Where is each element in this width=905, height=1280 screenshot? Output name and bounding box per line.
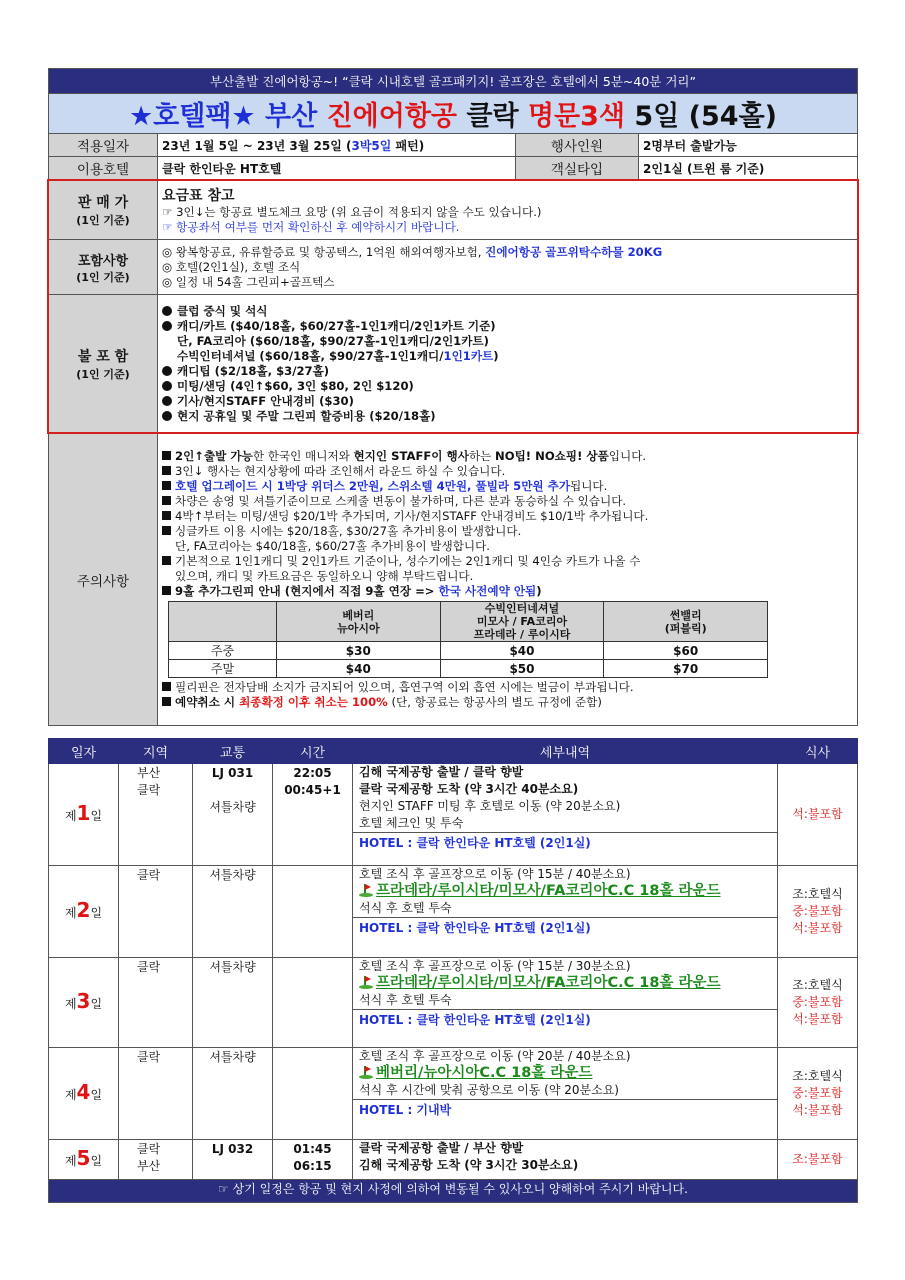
time-cell: 22:05 00:45+1: [273, 764, 353, 866]
detail-cell: [353, 764, 778, 866]
detail-line: 현지인 STAFF 미팅 후 호텔로 이동 (약 20분소요): [359, 799, 621, 813]
golf-flag-icon: [359, 883, 373, 897]
period-value: 23년 1월 5일 ~ 23년 3월 25일 (3박5일 패턴): [158, 134, 516, 157]
detail-line: 호텔 조식 후 골프장으로 이동 (약 20분 / 40분소요): [359, 1049, 631, 1063]
schedule-footer: ☞ 상기 일정은 항공 및 현지 사정에 의하여 변동될 수 있사오니 양해하여 주시기 바랍니다.: [49, 1180, 858, 1203]
region-cell: 클락: [119, 958, 193, 1048]
day-label: 제2일: [49, 866, 119, 958]
detail-line: 석식 후 호텔 투숙: [359, 901, 452, 915]
ninehole-col-head: 썬밸리 (퍼블릭): [604, 602, 768, 642]
package-title: [49, 94, 858, 134]
transport-cell: 셔틀차량: [193, 958, 273, 1048]
detail-line: 김해 국제공항 도착 (약 3시간 30분소요): [359, 1158, 579, 1172]
title-highlight: 명문3색: [527, 101, 626, 132]
detail-cell: [353, 1140, 778, 1180]
day-row: [49, 1048, 858, 1140]
region-cell: 부산 클락: [119, 764, 193, 866]
ninehole-row: 주말 $40 $50 $70: [169, 660, 768, 678]
title-airline: 진에어항공: [326, 101, 457, 132]
notes-section: [48, 433, 858, 726]
time-cell: 01:45 06:15: [273, 1140, 353, 1180]
price-note: ☞ 항공좌석 여부를 먼저 확인하신 후 예약하시기 바랍니다.: [162, 220, 460, 234]
people-label: 행사인원: [516, 134, 639, 157]
price-note: ☞ 3인↓는 항공료 별도체크 요망 (위 요금이 적용되지 않을 수도 있습니다.): [162, 205, 542, 219]
subtitle-text: 부산출발 진에어항공~! “클락 시내호텔 골프패키지! 골프장은 호텔에서 5분~40분 거리”: [210, 74, 696, 89]
room-label: 객실타입: [516, 157, 639, 180]
excluded-content: 클럽 중식 및 석식 캐디/카트 ($40/18홀, $60/27홀-1인1캐디/2인1카트 기준) 단, FA코리아 ($60/18홀, $90/27홀-1인1캐디/2인1카트) 수빅인터네셔널 ($60/18홀, $90/27홀-1인1캐디/1인1카트) 캐디팁 ($2/18홀, $3/27홀) 미팅/샌딩 (4인↑$60, 3인 $80, 2인 $120) 기사/현지STAFF 안내경비 ($30) 현지 공휴일 및 주말 그린피 할증비용 ($20/18홀): [158, 295, 858, 433]
title-part: 클락: [457, 101, 528, 132]
meal-cell: 조:호텔식 중:불포함 석:불포함: [778, 1048, 858, 1140]
detail-cell: [353, 958, 778, 1048]
col-header: 일자: [49, 739, 119, 764]
subtitle-banner: [49, 69, 858, 94]
notes-label: 주의사항: [49, 434, 158, 726]
transport-cell: 셔틀차량: [193, 866, 273, 958]
hotel-label: 이용호텔: [49, 157, 158, 180]
detail-line: 호텔 조식 후 골프장으로 이동 (약 15분 / 40분소요): [359, 867, 631, 881]
room-value: 2인1실 (트윈 룸 기준): [639, 157, 858, 180]
day-row: [49, 958, 858, 1048]
transport-cell: LJ 031 셔틀차량: [193, 764, 273, 866]
ninehole-col-head: 베버리 뉴아시아: [277, 602, 441, 642]
detail-cell: [353, 866, 778, 958]
detail-line: 석식 후 시간에 맞춰 공항으로 이동 (약 20분소요): [359, 1083, 619, 1097]
detail-line: 클락 국제공항 출발 / 부산 향발: [359, 1141, 524, 1155]
region-cell: 클락 부산: [119, 1140, 193, 1180]
schedule-table: [48, 738, 858, 1203]
ninehole-col-head: 수빅인터네셔널 미모사 / FA코리아 프라데라 / 루이시타: [440, 602, 604, 642]
time-cell: [273, 866, 353, 958]
hotel-line: HOTEL : 클락 한인타운 HT호텔 (2인1실): [353, 917, 777, 939]
price-section: [48, 180, 858, 433]
meal-cell: 조:불포함: [778, 1140, 858, 1180]
day-row: [49, 764, 858, 866]
day-row: [49, 866, 858, 958]
detail-line: 호텔 조식 후 골프장으로 이동 (약 15분 / 30분소요): [359, 959, 631, 973]
excluded-label: 불 포 함 (1인 기준): [49, 295, 158, 433]
meal-cell: 조:호텔식 중:불포함 석:불포함: [778, 958, 858, 1048]
title-part: ★호텔팩★ 부산: [128, 101, 327, 132]
day-row: [49, 1140, 858, 1180]
day-label: 제4일: [49, 1048, 119, 1140]
region-cell: 클락: [119, 1048, 193, 1140]
price-content: [158, 181, 858, 240]
col-header: 식사: [778, 739, 858, 764]
golf-round-line: 프라데라/루이시타/미모사/FA코리아C.C 18홀 라운드: [359, 975, 771, 992]
detail-line: 호텔 체크인 및 투숙: [359, 816, 464, 830]
notes-content: 2인↑출발 가능한 한국인 매니저와 현지인 STAFF이 행사하는 NO팁! NO쇼핑! 상품입니다. 3인↓ 행사는 현지상황에 따라 조인해서 라운드 하실 수 있습니다. 호텔 업그레이드 시 1박당 위더스 2만원, 스위소텔 4만원, 풀빌라 5만원 추가됩니다. 차량은 송영 및 셔틀기준이므로 스케줄 변동이 불가하며, 다른 분과 동승하실 수 있습니다. 4박↑부터는 미팅/샌딩 $20/1박 추가되며, 기사/현지STAFF 안내경비도 $10/1박 추가됩니다. 싱글카트 이용 시에는 $20/18홀, $30/27홀 추가비용이 발생합니다. 단, FA코리아는 $40/18홀, $60/27홀 추가비용이 발생합니다. 기본적으로 1인1캐디 및 2인1카트 기준이나, 성수기에는 2인1캐디 및 4인승 카트가 나올 수 있으며, 캐디 및 카트요금은 동일하오니 양해 부탁드립니다. 9홀 추가그린피 안내 (현지에서 직접 9홀 연장 => 한국 사전예약 안됨) 베버리 뉴아시아 수빅인터네셔널 미모사 / FA코리아 프라데라 / 루이시타 썬밸리 (퍼블릭) 주중 $30 $40 $60 주말 $40 $50 $70 필리핀은 전자담배 소지가 금지되어 있으며, 흡연구역 이외 흡연 시에는 벌금이 부과됩니다. 예약취소 시 최종확정 이후 취소는 100% (단, 항공료는 항공사의 별도 규정에 준함): [158, 434, 858, 726]
price-heading: 요금표 참고: [162, 188, 235, 204]
detail-line: 석식 후 호텔 투숙: [359, 993, 452, 1007]
detail-line: 클락 국제공항 도착 (약 3시간 40분소요): [359, 782, 579, 796]
hotel-value: 클락 한인타운 HT호텔: [158, 157, 516, 180]
day-label: 제1일: [49, 764, 119, 866]
title-part: 5일 (54홀): [625, 101, 778, 132]
price-label: 판 매 가 (1인 기준): [49, 181, 158, 240]
document: [48, 68, 858, 1203]
hotel-line: HOTEL : 클락 한인타운 HT호텔 (2인1실): [353, 832, 777, 854]
transport-cell: 셔틀차량: [193, 1048, 273, 1140]
golf-round-line: 프라데라/루이시타/미모사/FA코리아C.C 18홀 라운드: [359, 883, 771, 900]
included-content: ◎ 왕복항공료, 유류할증료 및 항공텍스, 1억원 해외여행자보험, 진에어항공 골프위탁수하물 20KG ◎ 호텔(2인1실), 호텔 조식 ◎ 일정 내 54홀 그린피+골프텍스: [158, 240, 858, 295]
included-label: 포함사항 (1인 기준): [49, 240, 158, 295]
golf-round-line: 베버리/뉴아시아C.C 18홀 라운드: [359, 1065, 771, 1082]
meal-cell: 조:호텔식 중:불포함 석:불포함: [778, 866, 858, 958]
day-label: 제3일: [49, 958, 119, 1048]
col-header: 시간: [273, 739, 353, 764]
transport-cell: LJ 032: [193, 1140, 273, 1180]
detail-line: 김해 국제공항 출발 / 클락 향발: [359, 765, 524, 779]
detail-cell: [353, 1048, 778, 1140]
time-cell: [273, 958, 353, 1048]
region-cell: 클락: [119, 866, 193, 958]
col-header: 세부내역: [353, 739, 778, 764]
hotel-line: HOTEL : 기내박: [353, 1099, 777, 1121]
package-info-table: [48, 68, 858, 180]
golf-flag-icon: [359, 975, 373, 989]
day-label: 제5일: [49, 1140, 119, 1180]
golf-flag-icon: [359, 1065, 373, 1079]
col-header: 교통: [193, 739, 273, 764]
hotel-line: HOTEL : 클락 한인타운 HT호텔 (2인1실): [353, 1009, 777, 1031]
col-header: 지역: [119, 739, 193, 764]
time-cell: [273, 1048, 353, 1140]
ninehole-corner: [169, 602, 277, 642]
people-value: 2명부터 출발가능: [639, 134, 858, 157]
meal-cell: 석:불포함: [778, 764, 858, 866]
ninehole-row: 주중 $30 $40 $60: [169, 642, 768, 660]
period-label: 적용일자: [49, 134, 158, 157]
ninehole-table: [168, 601, 768, 678]
